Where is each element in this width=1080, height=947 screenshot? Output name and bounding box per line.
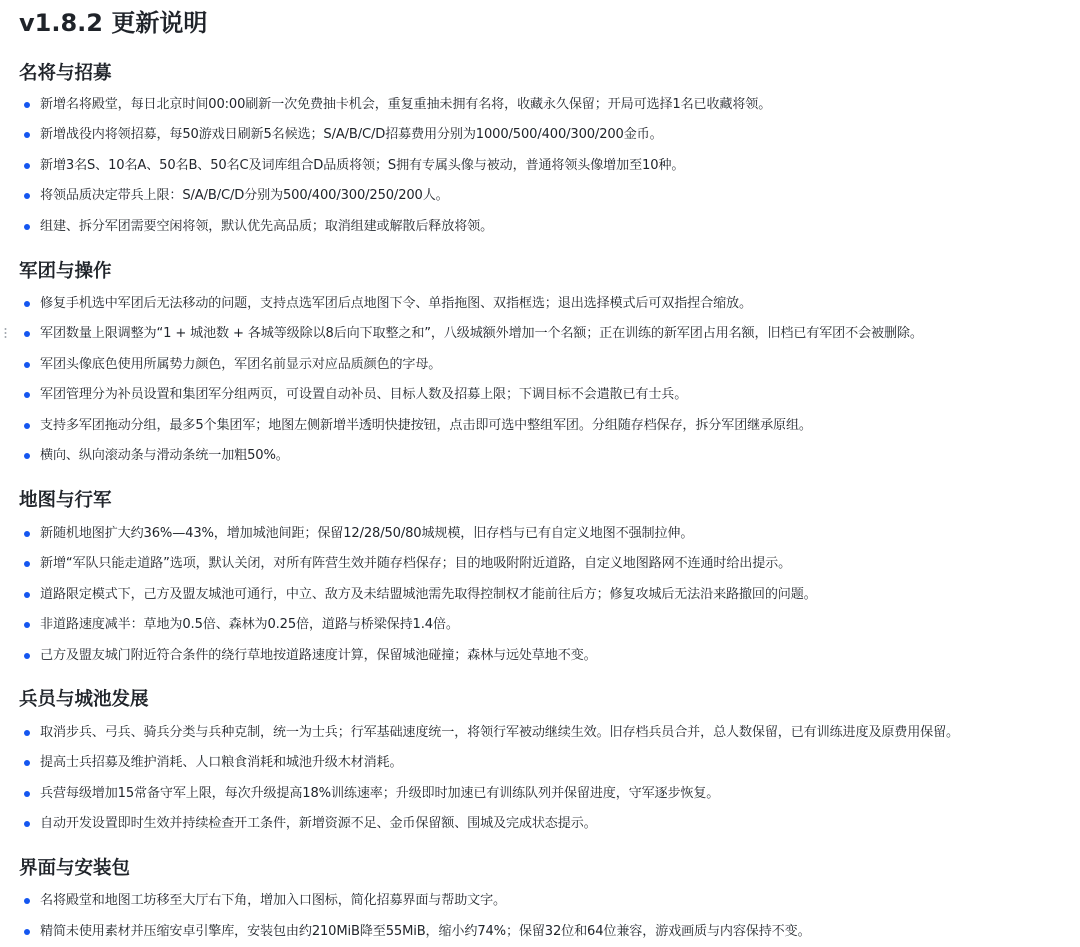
bullet-icon xyxy=(24,531,30,537)
list-item-text: 兵营每级增加15常备守军上限，每次升级提高18%训练速率；升级即时加速已有训练队列并保留进度，守军逐步恢复。 xyxy=(40,786,720,801)
list-item-text: 军团管理分为补员设置和集团军分组两页，可设置自动补员、目标人数及招募上限；下调目标不会遣散已有士兵。 xyxy=(40,387,688,402)
bullet-icon xyxy=(24,791,30,797)
list-item-text: 将领品质决定带兵上限：S/A/B/C/D分别为500/400/300/250/200人。 xyxy=(40,188,449,203)
list-item-text: 新增战役内将领招募，每50游戏日刷新5名候选；S/A/B/C/D招募费用分别为1000/500/400/300/200金币。 xyxy=(40,127,663,142)
section-heading-ui-package: 界面与安装包 xyxy=(19,858,131,879)
section-heading-troops-cities: 兵员与城池发展 xyxy=(19,689,149,710)
list-item-text: 修复手机选中军团后无法移动的问题，支持点选军团后点地图下令、单指拖图、双指框选；退出选择模式后可双指捏合缩放。 xyxy=(40,296,752,311)
bullet-icon xyxy=(24,653,30,659)
bullet-icon xyxy=(24,193,30,199)
drag-handle-icon[interactable] xyxy=(1,325,10,341)
bullet-icon xyxy=(24,821,30,827)
section-heading-legions: 军团与操作 xyxy=(19,261,112,282)
bullet-icon xyxy=(24,622,30,628)
bullet-icon xyxy=(24,102,30,108)
list-item-text: 军团数量上限调整为“1 + 城池数 + 各城等级除以8后向下取整之和”，八级城额外增加一个名额；正在训练的新军团占用名额，旧档已有军团不会被删除。 xyxy=(40,326,923,341)
bullet-icon xyxy=(24,561,30,567)
list-item-text: 提高士兵招募及维护消耗、人口粮食消耗和城池升级木材消耗。 xyxy=(40,755,403,770)
list-item-text: 自动开发设置即时生效并持续检查开工条件，新增资源不足、金币保留额、围城及完成状态提示。 xyxy=(40,816,597,831)
bullet-icon xyxy=(24,730,30,736)
list-item-text: 横向、纵向滚动条与滑动条统一加粗50%。 xyxy=(40,448,289,463)
list-item-text: 新随机地图扩大约36%—43%，增加城池间距；保留12/28/50/80城规模，旧存档与已有自定义地图不强制拉伸。 xyxy=(40,526,694,541)
list-item-text: 支持多军团拖动分组，最多5个集团军；地图左侧新增半透明快捷按钮，点击即可选中整组军团。分组随存档保存，拆分军团继承原组。 xyxy=(40,418,812,433)
list-item-text: 取消步兵、弓兵、骑兵分类与兵种克制，统一为士兵；行军基础速度统一，将领行军被动继续生效。旧存档兵员合并，总人数保留，已有训练进度及原费用保留。 xyxy=(40,725,960,740)
list-item-text: 新增“军队只能走道路”选项，默认关闭，对所有阵营生效并随存档保存；目的地吸附附近道路，自定义地图路网不连通时给出提示。 xyxy=(40,556,792,571)
list-item-text: 新增名将殿堂，每日北京时间00:00刷新一次免费抽卡机会，重复重抽未拥有名将，收藏永久保留；开局可选择1名已收藏将领。 xyxy=(40,97,772,112)
bullet-icon xyxy=(24,331,30,337)
bullet-icon xyxy=(24,592,30,598)
page-title: v1.8.2 更新说明 xyxy=(19,9,208,37)
bullet-icon xyxy=(24,423,30,429)
bullet-icon xyxy=(24,163,30,169)
list-item-text: 己方及盟友城门附近符合条件的绕行草地按道路速度计算，保留城池碰撞；森林与远处草地不变。 xyxy=(40,648,597,663)
bullet-icon xyxy=(24,392,30,398)
bullet-icon xyxy=(24,301,30,307)
list-item-text: 新增3名S、10名A、50名B、50名C及词库组合D品质将领；S拥有专属头像与被动，普通将领头像增加至10种。 xyxy=(40,158,685,173)
bullet-icon xyxy=(24,362,30,368)
bullet-icon xyxy=(24,224,30,230)
section-heading-recruitment: 名将与招募 xyxy=(19,63,112,84)
bullet-icon xyxy=(24,132,30,138)
list-item-text: 名将殿堂和地图工坊移至大厅右下角，增加入口图标，简化招募界面与帮助文字。 xyxy=(40,893,506,908)
list-item-text: 军团头像底色使用所属势力颜色，军团名前显示对应品质颜色的字母。 xyxy=(40,357,442,372)
list-item-text: 道路限定模式下，己方及盟友城池可通行，中立、敌方及未结盟城池需先取得控制权才能前往后方；修复攻城后无法沿来路撤回的问题。 xyxy=(40,587,817,602)
list-item-text: 精简未使用素材并压缩安卓引擎库，安装包由约210MiB降至55MiB，缩小约74%；保留32位和64位兼容，游戏画质与内容保持不变。 xyxy=(40,924,811,939)
list-item-text: 非道路速度减半：草地为0.5倍、森林为0.25倍，道路与桥梁保持1.4倍。 xyxy=(40,617,459,632)
bullet-icon xyxy=(24,929,30,935)
list-item-text: 组建、拆分军团需要空闲将领，默认优先高品质；取消组建或解散后释放将领。 xyxy=(40,219,494,234)
bullet-icon xyxy=(24,760,30,766)
section-heading-map-march: 地图与行军 xyxy=(19,490,112,511)
bullet-icon xyxy=(24,898,30,904)
bullet-icon xyxy=(24,453,30,459)
